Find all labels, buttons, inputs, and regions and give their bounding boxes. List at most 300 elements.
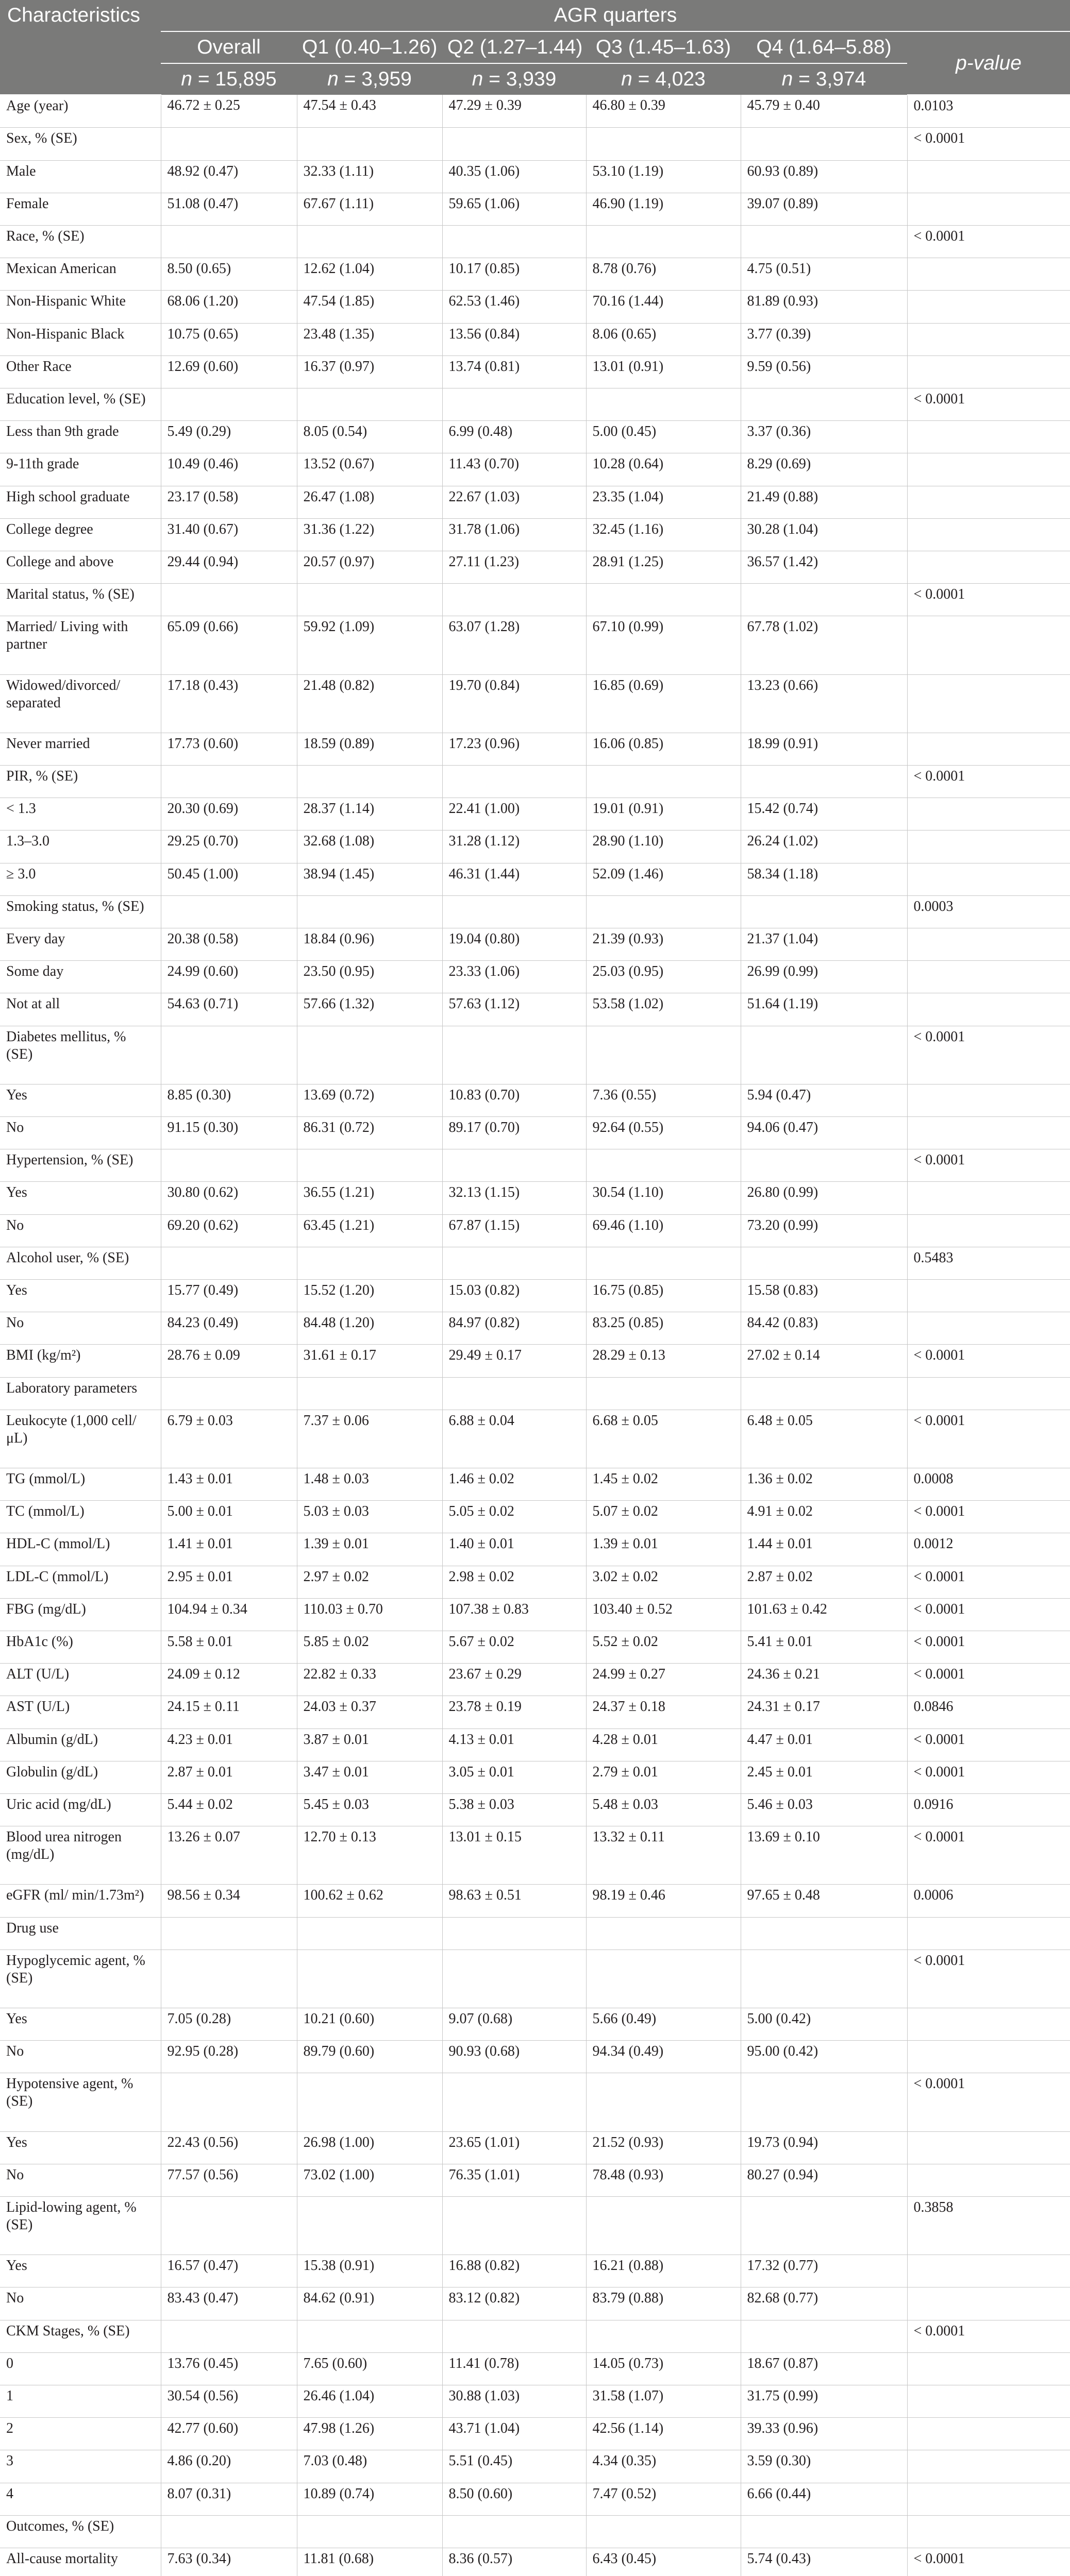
overall-cell: 5.58 ± 0.01 [161,1631,297,1664]
q1-cell: 11.81 (0.68) [297,2548,442,2576]
table-header [0,0,1070,95]
table-row [0,1696,1070,1728]
q1-cell: 10.89 (0.74) [297,2483,442,2515]
p-value-cell [907,1377,1070,1410]
n-label: n [621,68,632,90]
table-row [0,798,1070,831]
p-value-cell [907,160,1070,193]
characteristic-cell: Male [0,160,161,193]
characteristic-cell: Not at all [0,993,161,1026]
table-row [0,1026,1070,1084]
q4-cell: 58.34 (1.18) [741,863,907,895]
q1-cell [297,128,442,160]
q1-cell [297,1377,442,1410]
q1-cell: 32.33 (1.11) [297,160,442,193]
p-value-cell [907,2418,1070,2450]
table-row [0,1631,1070,1664]
q3-cell [586,128,741,160]
q4-cell: 39.33 (0.96) [741,2418,907,2450]
characteristic-cell: Non-Hispanic White [0,291,161,323]
overall-cell: 5.00 ± 0.01 [161,1501,297,1533]
n-q3 [586,63,741,95]
overall-cell: 5.44 ± 0.02 [161,1794,297,1826]
q3-cell: 31.58 (1.07) [586,2385,741,2417]
overall-cell: 24.15 ± 0.11 [161,1696,297,1728]
q4-cell: 2.87 ± 0.02 [741,1566,907,1598]
q2-cell: 27.11 (1.23) [442,551,586,584]
q1-cell: 63.45 (1.21) [297,1214,442,1247]
overall-cell [161,128,297,160]
overall-cell: 5.49 (0.29) [161,421,297,453]
q3-cell: 42.56 (1.14) [586,2418,741,2450]
q1-cell: 26.46 (1.04) [297,2385,442,2417]
q1-cell [297,2320,442,2352]
q3-cell [586,1377,741,1410]
column-header-p-value: p-value [907,31,1070,95]
overall-cell [161,1026,297,1084]
table-row [0,486,1070,518]
q1-cell [297,766,442,798]
table-row [0,2385,1070,2417]
table-row [0,1501,1070,1533]
q2-cell: 30.88 (1.03) [442,2385,586,2417]
q4-cell: 31.75 (0.99) [741,2385,907,2417]
table-row [0,1950,1070,2008]
p-value-cell [907,1917,1070,1950]
q2-cell [442,2320,586,2352]
q4-cell: 17.32 (0.77) [741,2255,907,2287]
q3-cell: 69.46 (1.10) [586,1214,741,1247]
characteristic-cell: ALT (U/L) [0,1664,161,1696]
characteristic-cell: eGFR (ml/ min/1.73m²) [0,1885,161,1917]
overall-cell: 50.45 (1.00) [161,863,297,895]
q4-cell: 5.94 (0.47) [741,1084,907,1116]
overall-cell [161,2073,297,2131]
q4-cell: 3.77 (0.39) [741,323,907,355]
p-value-cell [907,863,1070,895]
characteristic-cell: Outcomes, % (SE) [0,2515,161,2548]
q4-cell: 3.37 (0.36) [741,421,907,453]
table-row [0,1117,1070,1149]
table-row [0,831,1070,863]
q3-cell: 83.79 (0.88) [586,2287,741,2320]
table-row [0,2450,1070,2483]
q3-cell: 16.21 (0.88) [586,2255,741,2287]
q4-cell: 15.42 (0.74) [741,798,907,831]
q3-cell: 67.10 (0.99) [586,616,741,674]
q2-cell [442,2515,586,2548]
table-row [0,1345,1070,1377]
overall-cell: 8.07 (0.31) [161,2483,297,2515]
overall-cell: 1.43 ± 0.01 [161,1468,297,1501]
p-value-cell [907,1214,1070,1247]
q3-cell: 103.40 ± 0.52 [586,1598,741,1631]
table-row [0,2008,1070,2041]
q1-cell: 3.87 ± 0.01 [297,1728,442,1761]
q1-cell: 24.03 ± 0.37 [297,1696,442,1728]
q1-cell: 7.37 ± 0.06 [297,1410,442,1468]
overall-cell: 46.72 ± 0.25 [161,95,297,128]
table-row [0,551,1070,584]
overall-cell: 65.09 (0.66) [161,616,297,674]
q2-cell: 6.88 ± 0.04 [442,1410,586,1468]
q3-cell: 5.00 (0.45) [586,421,741,453]
q3-cell [586,2197,741,2255]
characteristic-cell: Yes [0,1084,161,1116]
table-row [0,1084,1070,1116]
p-value-cell [907,2287,1070,2320]
p-value-cell: < 0.0001 [907,2548,1070,2576]
q2-cell: 76.35 (1.01) [442,2164,586,2196]
q1-cell: 15.52 (1.20) [297,1280,442,1312]
q2-cell: 5.51 (0.45) [442,2450,586,2483]
q3-cell: 52.09 (1.46) [586,863,741,895]
p-value-cell [907,1312,1070,1345]
q1-cell: 15.38 (0.91) [297,2255,442,2287]
characteristic-cell: HDL-C (mmol/L) [0,1533,161,1566]
q3-cell: 83.25 (0.85) [586,1312,741,1345]
q1-cell: 20.57 (0.97) [297,551,442,584]
table-row [0,2352,1070,2385]
q2-cell [442,1149,586,1182]
q4-cell: 36.57 (1.42) [741,551,907,584]
overall-cell [161,2320,297,2352]
characteristic-cell: Albumin (g/dL) [0,1728,161,1761]
q4-cell: 3.59 (0.30) [741,2450,907,2483]
q2-cell: 13.01 ± 0.15 [442,1826,586,1885]
q4-cell: 67.78 (1.02) [741,616,907,674]
characteristic-cell: HbA1c (%) [0,1631,161,1664]
p-value-cell: 0.5483 [907,1247,1070,1279]
characteristic-cell: Diabetes mellitus, % (SE) [0,1026,161,1084]
characteristic-cell: Globulin (g/dL) [0,1761,161,1793]
characteristic-cell: Drug use [0,1917,161,1950]
p-value-cell [907,2131,1070,2164]
p-value-cell [907,258,1070,291]
q1-cell: 36.55 (1.21) [297,1182,442,1214]
q4-cell [741,2073,907,2131]
overall-cell: 24.09 ± 0.12 [161,1664,297,1696]
q4-cell [741,1026,907,1084]
q1-cell [297,2073,442,2131]
p-value-cell: < 0.0001 [907,1345,1070,1377]
q2-cell [442,1247,586,1279]
q1-cell: 8.05 (0.54) [297,421,442,453]
q3-cell [586,226,741,258]
q2-cell: 57.63 (1.12) [442,993,586,1026]
q3-cell: 8.78 (0.76) [586,258,741,291]
n-label: n [472,68,483,90]
q3-cell [586,1026,741,1084]
p-value-cell [907,486,1070,518]
characteristic-cell: PIR, % (SE) [0,766,161,798]
table-row [0,2255,1070,2287]
q4-cell: 82.68 (0.77) [741,2287,907,2320]
characteristic-cell: Widowed/divorced/ separated [0,674,161,733]
q2-cell: 23.78 ± 0.19 [442,1696,586,1728]
q4-cell: 5.41 ± 0.01 [741,1631,907,1664]
q2-cell: 84.97 (0.82) [442,1312,586,1345]
p-value-cell: < 0.0001 [907,1566,1070,1598]
p-value-cell [907,2450,1070,2483]
column-header-q3: Q3 (1.45–1.63) [586,31,741,63]
table-row [0,355,1070,388]
q4-cell: 81.89 (0.93) [741,291,907,323]
table-row [0,2041,1070,2073]
p-value-cell [907,733,1070,765]
p-value-cell [907,291,1070,323]
table-row [0,1280,1070,1312]
characteristic-cell: 1.3–3.0 [0,831,161,863]
characteristic-cell: No [0,2041,161,2073]
q2-cell: 90.93 (0.68) [442,2041,586,2073]
table-row [0,1214,1070,1247]
p-value-cell [907,831,1070,863]
characteristic-cell: 9-11th grade [0,453,161,486]
q2-cell: 67.87 (1.15) [442,1214,586,1247]
characteristic-cell: College degree [0,518,161,551]
overall-cell: 17.73 (0.60) [161,733,297,765]
q1-cell: 73.02 (1.00) [297,2164,442,2196]
overall-cell [161,388,297,421]
q3-cell: 94.34 (0.49) [586,2041,741,2073]
q2-cell: 9.07 (0.68) [442,2008,586,2041]
header-row-columns [0,31,1070,63]
q2-cell: 43.71 (1.04) [442,2418,586,2450]
table-row [0,2197,1070,2255]
p-value-cell [907,453,1070,486]
q2-cell: 2.98 ± 0.02 [442,1566,586,1598]
q4-cell: 21.49 (0.88) [741,486,907,518]
n-q4 [741,63,907,95]
q1-cell [297,1950,442,2008]
q4-cell: 4.75 (0.51) [741,258,907,291]
p-value-cell: 0.0846 [907,1696,1070,1728]
characteristic-cell: Lipid-lowing agent, % (SE) [0,2197,161,2255]
q4-cell [741,1950,907,2008]
overall-cell: 7.63 (0.34) [161,2548,297,2576]
q4-cell: 60.93 (0.89) [741,160,907,193]
q4-cell [741,2320,907,2352]
q4-cell: 26.24 (1.02) [741,831,907,863]
q2-cell: 13.56 (0.84) [442,323,586,355]
characteristic-cell: Yes [0,2008,161,2041]
characteristic-cell: Uric acid (mg/dL) [0,1794,161,1826]
p-value-cell: < 0.0001 [907,1728,1070,1761]
overall-cell [161,1247,297,1279]
table-row [0,1917,1070,1950]
characteristic-cell: No [0,1214,161,1247]
q3-cell: 2.79 ± 0.01 [586,1761,741,1793]
table-row [0,674,1070,733]
q1-cell: 10.21 (0.60) [297,2008,442,2041]
n-label: n [327,68,339,90]
q4-cell: 4.91 ± 0.02 [741,1501,907,1533]
p-value-cell [907,355,1070,388]
q4-cell: 101.63 ± 0.42 [741,1598,907,1631]
q3-cell [586,895,741,928]
overall-cell: 17.18 (0.43) [161,674,297,733]
q4-cell: 6.48 ± 0.05 [741,1410,907,1468]
table-row [0,1149,1070,1182]
q2-cell: 5.05 ± 0.02 [442,1501,586,1533]
p-value-cell [907,193,1070,225]
p-value-cell [907,2352,1070,2385]
q1-cell: 47.54 (1.85) [297,291,442,323]
q1-cell: 2.97 ± 0.02 [297,1566,442,1598]
table-row [0,584,1070,616]
q4-cell: 1.44 ± 0.01 [741,1533,907,1566]
n-label: n [781,68,793,90]
overall-cell [161,584,297,616]
q4-cell: 9.59 (0.56) [741,355,907,388]
q1-cell: 23.48 (1.35) [297,323,442,355]
q3-cell: 30.54 (1.10) [586,1182,741,1214]
p-value-cell [907,798,1070,831]
q1-cell: 31.36 (1.22) [297,518,442,551]
q2-cell: 13.74 (0.81) [442,355,586,388]
overall-cell: 48.92 (0.47) [161,160,297,193]
q1-cell: 86.31 (0.72) [297,1117,442,1149]
header-row-group [0,0,1070,31]
characteristic-cell: Blood urea nitrogen (mg/dL) [0,1826,161,1885]
p-value-cell: 0.0916 [907,1794,1070,1826]
table-row [0,2073,1070,2131]
p-value-cell [907,1117,1070,1149]
table-row [0,766,1070,798]
q1-cell: 26.98 (1.00) [297,2131,442,2164]
q4-cell: 15.58 (0.83) [741,1280,907,1312]
q3-cell: 16.85 (0.69) [586,674,741,733]
q1-cell: 38.94 (1.45) [297,863,442,895]
p-value-cell: 0.0008 [907,1468,1070,1501]
characteristic-cell: Smoking status, % (SE) [0,895,161,928]
p-value-cell: < 0.0001 [907,1761,1070,1793]
column-header-overall: Overall [161,31,297,63]
q1-cell: 57.66 (1.32) [297,993,442,1026]
q4-cell: 24.31 ± 0.17 [741,1696,907,1728]
p-value-cell: < 0.0001 [907,1026,1070,1084]
q3-cell: 28.90 (1.10) [586,831,741,863]
q4-cell: 4.47 ± 0.01 [741,1728,907,1761]
q3-cell [586,2515,741,2548]
q2-cell [442,895,586,928]
q2-cell: 10.17 (0.85) [442,258,586,291]
n-q1 [297,63,442,95]
table-row [0,2483,1070,2515]
q2-cell: 15.03 (0.82) [442,1280,586,1312]
characteristic-cell: Non-Hispanic Black [0,323,161,355]
p-value-cell [907,674,1070,733]
p-value-cell: < 0.0001 [907,2320,1070,2352]
q1-cell: 31.61 ± 0.17 [297,1345,442,1377]
q1-cell: 23.50 (0.95) [297,961,442,993]
table-row [0,1728,1070,1761]
q4-cell: 97.65 ± 0.48 [741,1885,907,1917]
q2-cell: 11.43 (0.70) [442,453,586,486]
q2-cell: 89.17 (0.70) [442,1117,586,1149]
q1-cell: 28.37 (1.14) [297,798,442,831]
p-value-cell [907,421,1070,453]
n-value: = 3,974 [798,68,866,90]
n-value: = 3,959 [344,68,412,90]
q3-cell: 5.48 ± 0.03 [586,1794,741,1826]
q2-cell: 22.41 (1.00) [442,798,586,831]
q3-cell: 16.75 (0.85) [586,1280,741,1312]
q4-cell: 26.99 (0.99) [741,961,907,993]
overall-cell [161,1377,297,1410]
characteristic-cell: FBG (mg/dL) [0,1598,161,1631]
q2-cell: 19.70 (0.84) [442,674,586,733]
p-value-cell [907,961,1070,993]
q1-cell: 22.82 ± 0.33 [297,1664,442,1696]
q1-cell: 12.70 ± 0.13 [297,1826,442,1885]
table-row [0,226,1070,258]
characteristics-header: Characteristics [0,0,161,95]
q3-cell: 4.34 (0.35) [586,2450,741,2483]
q1-cell: 7.65 (0.60) [297,2352,442,2385]
q4-cell: 5.46 ± 0.03 [741,1794,907,1826]
q2-cell [442,1377,586,1410]
q1-cell [297,895,442,928]
q4-cell: 95.00 (0.42) [741,2041,907,2073]
q1-cell [297,1247,442,1279]
q2-cell: 29.49 ± 0.17 [442,1345,586,1377]
q2-cell: 22.67 (1.03) [442,486,586,518]
q3-cell: 24.37 ± 0.18 [586,1696,741,1728]
overall-cell [161,766,297,798]
q1-cell: 47.98 (1.26) [297,2418,442,2450]
table-row [0,993,1070,1026]
table-row [0,95,1070,128]
table-row [0,421,1070,453]
characteristic-cell: TG (mmol/L) [0,1468,161,1501]
q1-cell [297,2197,442,2255]
q2-cell: 62.53 (1.46) [442,291,586,323]
q2-cell: 107.38 ± 0.83 [442,1598,586,1631]
q3-cell [586,584,741,616]
p-value-cell: < 0.0001 [907,226,1070,258]
q1-cell: 110.03 ± 0.70 [297,1598,442,1631]
q3-cell: 3.02 ± 0.02 [586,1566,741,1598]
column-header-q1: Q1 (0.40–1.26) [297,31,442,63]
table-row [0,160,1070,193]
q3-cell [586,1917,741,1950]
characteristic-cell: 0 [0,2352,161,2385]
q4-cell: 18.99 (0.91) [741,733,907,765]
table-row [0,2515,1070,2548]
q4-cell [741,1149,907,1182]
table-row [0,1468,1070,1501]
p-value-cell: < 0.0001 [907,1501,1070,1533]
q2-cell: 47.29 ± 0.39 [442,95,586,128]
table-row [0,1312,1070,1345]
q1-cell [297,226,442,258]
n-label: n [181,68,192,90]
q3-cell: 4.28 ± 0.01 [586,1728,741,1761]
overall-cell: 31.40 (0.67) [161,518,297,551]
characteristic-cell: Hypotensive agent, % (SE) [0,2073,161,2131]
q2-cell [442,1917,586,1950]
overall-cell: 42.77 (0.60) [161,2418,297,2450]
p-value-cell [907,2483,1070,2515]
q1-cell: 3.47 ± 0.01 [297,1761,442,1793]
q2-cell: 98.63 ± 0.51 [442,1885,586,1917]
q1-cell [297,1026,442,1084]
q4-cell [741,2197,907,2255]
overall-cell: 20.30 (0.69) [161,798,297,831]
overall-cell: 6.79 ± 0.03 [161,1410,297,1468]
